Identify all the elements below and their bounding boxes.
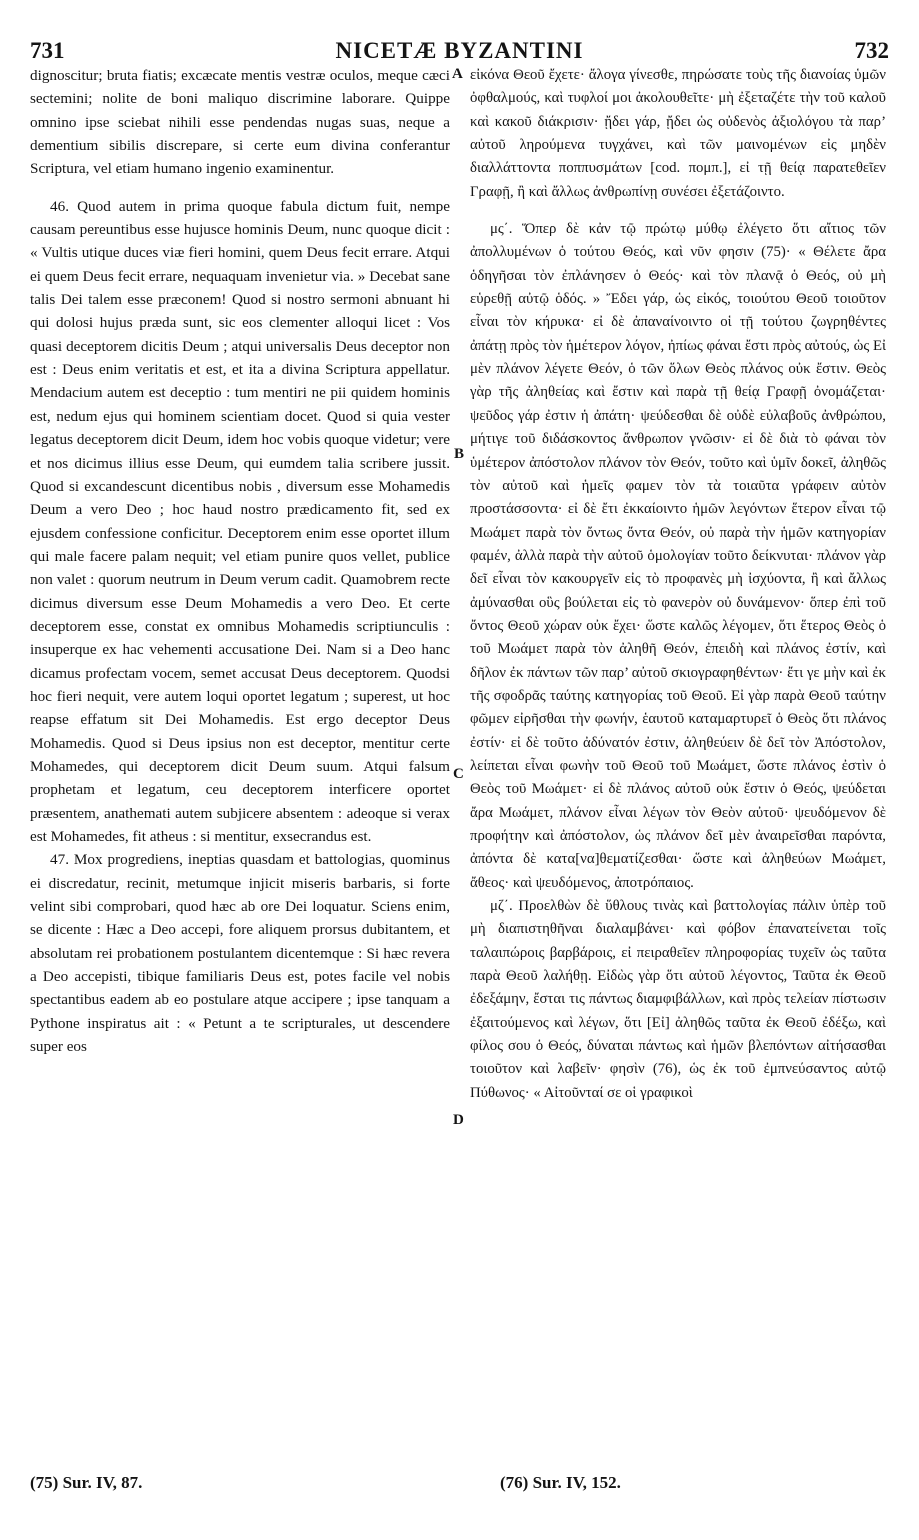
latin-paragraph-47: 47. Mox progrediens, ineptias quasdam et battologias, quominus ei discredatur, recinit, metumque injicit miseris barbaris, si forte velint sibi comprobari, quod hæc ab ore Dei loquatur. Sciens enim, se dicente : Hæc a Deo accepi, fore aliquem prorsus dubitantem, et absolutam rei probationem postulantem dicentemque : Si hæc revera a Deo accepisti, tibique familiaris Deus est, potes facile vel nobis spectantibus eadem ab eo postulare atque accipere ; ipse tanquam a Pythone inspiratus ait : « Petunt a te scripturales, ut descendere super eos (30, 851, 450, 1056)
page-number-left: 731 (30, 38, 65, 63)
margin-letter-c: C (453, 766, 464, 782)
margin-letter-d: D (453, 1112, 464, 1128)
greek-paragraph-continuation: εἰκόνα Θεοῦ ἔχετε· ἄλογα γίνεσθε, πηρώσατε τοὺς τῆς διανοίας ὑμῶν ὀφθαλμούς, καὶ τυφλοί μοι ἀκολουθεῖτε· μὴ ἐξεταζέτε τὴν τοῦ καλοῦ καὶ κακοῦ διάκρισιν· ᾔδει γάρ, ᾔδει ὡς οὐδενὸς ἀξιολόγου τὰ παρ’ αὐτοῦ ληρούμενα τυγχάνει, καὶ τῶν μαινομένων εἰς μηδὲν διαλλάττοντα ποππυσμάτων [cod. πομπ.], εἰ τῇ θείᾳ παρατεθεῖεν Γραφῇ, ἢ καὶ ἄλλως ἀνθρωπίνῃ συνέσει ἐξετάζοιντο. (470, 67, 886, 200)
footnote-75: (75) Sur. IV, 87. (30, 1473, 143, 1492)
running-header (30, 38, 889, 66)
page-number-right: 732 (854, 38, 889, 63)
latin-column (30, 64, 450, 1444)
latin-paragraph-continuation: dignoscitur; bruta fiatis; excæcate mentis vestræ oculos, meque cæci sectemini; nolite de boni maliquo discrimine laborare. Quippe omnino ipse sciebat nihili esse pendendas nugas suas, neque a dementium sibilis discrepare, si certe eum divina conferantur Scriptura, vel etiam humano ingenio examinentur. (30, 67, 450, 178)
latin-paragraph-46: 46. Quod autem in prima quoque fabula dictum fuit, nempe causam pereuntibus esse hujusce hominis Deum, nunc quoque dicit : « Vultis utique duces viæ fieri homini, quem Deus fecit errare. Atqui ei quem Deus fecit errare, nequaquam invenietur via. » Decebat sane talis Dei talem esse præconem! Quod si nostro sermoni abnuant hi qui dolosi hujus præda sunt, sic eos clementer alloqui licet : Vos quasi deceptorem dicitis Deum ; atqui universalis Deus deceptor non est : Deus enim veritatis et est, et ita a divina Scriptura appellatur. Mendacium autem est deceptio : tum mentiri ne pii quidem hominis est, nedum ejus qui hominem scientiam docet. Quod si quia vester legatus deceptorem dicit Deum, idem hoc vobis quoque videtur; vere et nos dicimus illius esse Deum, qui eumdem talia scribere jussit. Quod si excandescunt dicentibus nobis , diversum esse Mohamedis Deum a vero Deo ; hoc haud nostro prædicamento fit, sed ex ejusdem confessione conficitur. Deceptorem enim esse oportet illum qui male facere palam nequit; vel etiam punire quos vellet, publice non valet : quorum neutrum in Deum verum cadit. Quamobrem recte dicimus diversum esse Deum Mohamedis a vero Deo. Et certe deceptorem esse, constat ex omnibus Mohamedis scriptiunculis : insuperque ex hac vehementi accusatione Dei. Nam si a Deo hanc dicamus profectam vocem, semet accusat Deus deceptorem. Quodsi hoc fieri nequit, vere autem loqui oportet legatum ; superest, ut hoc reapse effatum sit Dei Mohamedis. Est ergo deceptor Deus Mohamedis. Quod si Deus ipsius non est deceptor, mentitur certe Mohamedes, qui deceptorem dicit Deum suum. Atqui falsum prophetam et legatum, ceu deceptorem interficere oportet præsentem, anathemati autem subjicere absentem : adeoque si verax est Mohamedes, fit atheus : si mentitur, exsecrandus est. (30, 197, 450, 845)
margin-letter-a: A (452, 66, 463, 82)
greek-paragraph-46: μς΄. Ὅπερ δὲ κἀν τῷ πρώτῳ μύθῳ ἐλέγετο ὅτι αἴτιος τῶν ἀπολλυμένων ὁ τούτου Θεός, καὶ νῦν φησιν (75)· « Θέλετε ἄρα ὁδηγῆσαι τὸν ἐπλάνησεν ὁ Θεός· καὶ τὸν πλανᾷ ὁ Θεός, οὐ μὴ εὑρεθῇ αὐτῷ ὁδός. » Ἔδει γάρ, ὡς εἰκός, τοιούτου Θεοῦ τοιοῦτον εἶναι τὸν κήρυκα· εἰ δὲ ἀπαναίνοιντο οἱ τῇ τούτου ζωγρηθέντες ἀπάτῃ πρὸς τὸν ἡμέτερον λόγον, ἠπίως φάναι ἔστι πρὸς αὐτούς, ὡς Εἰ μὲν πλάνον λέγετε Θεόν, ὁ τῶν ὅλων Θεὸς πλάνος οὐκ ἔστιν. Θεὸς γὰρ τῆς ἀληθείας καὶ ἔστιν καὶ παρὰ τῇ θείᾳ Γραφῇ ὀνομάζεται· ψεῦδος γάρ ἐστιν ἡ ἀπάτη· ψεύδεσθαι δὲ οὐδὲ εὐλαβοῦς ἀνθρώπου, μήτιγε τοῦ διδάσκοντος ἄνθρωπον γνῶσιν· εἰ δὲ διὰ τὸ φάναι τὸν ὑμέτερον ἀπόστολον πλάνον τὸν Θεόν, τοῦτο καὶ ὑμῖν δοκεῖ, ἀληθῶς τὸν αὐτοῦ καὶ ἡμεῖς φαμεν τὸν τὰ τοιαῦτα γράφειν αὐτὸν προστάσσοντα· εἰ δὲ ἔτι ἐκκαίοιντο ἡμῶν λεγόντων ἕτερον εἶναι τῷ Μωάμετ παρὰ τὸν ὄντως ὄντα Θεόν, οὐ παρὰ τὴν ἡμῶν κατηγορίαν φαμέν, ἀλλὰ παρὰ τὴν αὐτοῦ ὁμολογίαν τοῦτο δείκνυται· πλάνον γὰρ δεῖ εἶναι τὸν κακουργεῖν εἰς τὸ προφανὲς μὴ ἰσχύοντα, ἢ καὶ ἄλλως ἀμύνασθαι οὓς βούλεται εἰς τὸ φανερὸν οὐ δυνάμενον· ὅπερ ἐπὶ τοῦ ὄντος Θεοῦ χώραν οὐκ ἔχει· ὥστε καλῶς λέγομεν, ὅτι ἕτερος Θεὸς ὁ τοῦ Μωάμετ παρὰ τὸν ἀληθῆ Θεόν, ἐπειδὴ καὶ πλάνος ἐστίν, καὶ δῆλον ἐκ πάντων τῶν παρ’ αὐτοῦ σκιογραφηθέντων· ἔτι γε μὴν καὶ ἐκ τῆς σφοδρᾶς ταύτης κατηγορίας τοῦ Θεοῦ. Εἰ γὰρ παρὰ Θεοῦ ταύτην φῶμεν εἰρῆσθαι τὴν φωνήν, ἑαυτοῦ καταμαρτυρεῖ ὁ Θεὸς ὅτι πλάνος ἐστίν· εἰ δὲ τοῦτο ἀδύνατόν ἐστιν, ἀληθεύειν δὲ δεῖ τὸν Ἀπόστολον, λείπεται εἶναι φωνὴν τοῦ Θεοῦ τοῦ Μωάμετ, ὥστε πλάνος ἐστὶν ὁ Θεὸς τοῦ Μωάμετ· εἰ δὲ πλάνος αὐτοῦ οὐκ ἔστιν ὁ Θεός, ψεύδεται ἄρα Μωάμετ, πλάνον εἶναι λέγων τὸν Θεὸν αὐτοῦ· ψευδόμενον δὲ προφήτην καὶ ἀπόστολον, ὡς πλάνον δεῖ μὲν ἀναιρεῖσθαι παρόντα, ἀπόντα δὲ κατα[να]θεματίζεσθαι· ὥστε καὶ ἀληθεύων Μωάμετ, ἄθεος· καὶ ψευδόμενος, ἀποτρόπαιος. (470, 221, 886, 891)
footnote-76: (76) Sur. IV, 152. (500, 1473, 621, 1492)
greek-paragraph-47: μζ΄. Προελθὼν δὲ ὕθλους τινὰς καὶ βαττολογίας πάλιν ὑπὲρ τοῦ μὴ διαπιστηθῆναι διαλαμβάνει· καὶ φόβον ἐπανατείνεται τοῖς ταλαιπώροις βαρβάροις, εἰ πειραθεῖεν πληροφορίας τυχεῖν ὡς ταῦτα παρὰ Θεοῦ λαλήθῃ. Εἰδὼς γὰρ ὅτι αὐτοῦ λέγοντος, Ταῦτα ἐκ Θεοῦ ἐδεξάμην, ἔσται τις πάντως διαμφιβάλλων, καὶ πρὸς τελείαν πίστωσιν ἐξαιτούμενος καὶ λέγων, ὅτι [Εἰ] ἀληθῶς ταῦτα ἐκ Θεοῦ ἐδέξω, καὶ φίλος σου ὁ Θεός, δύναται πάντως καὶ ἡμῶν βλεπόντων αἰτήσασθαι τοιοῦτον καὶ λαβεῖν· φησὶν (76), ὡς ἐκ τοῦ ἐμπνεύσαντος αὐτῷ Πύθωνος· « Αἰτοῦνταί σε οἱ γραφικοὶ (470, 898, 886, 1101)
greek-column (470, 64, 886, 1444)
margin-letter-b: B (454, 446, 465, 462)
running-title: NICETÆ BYZANTINI (335, 38, 584, 63)
